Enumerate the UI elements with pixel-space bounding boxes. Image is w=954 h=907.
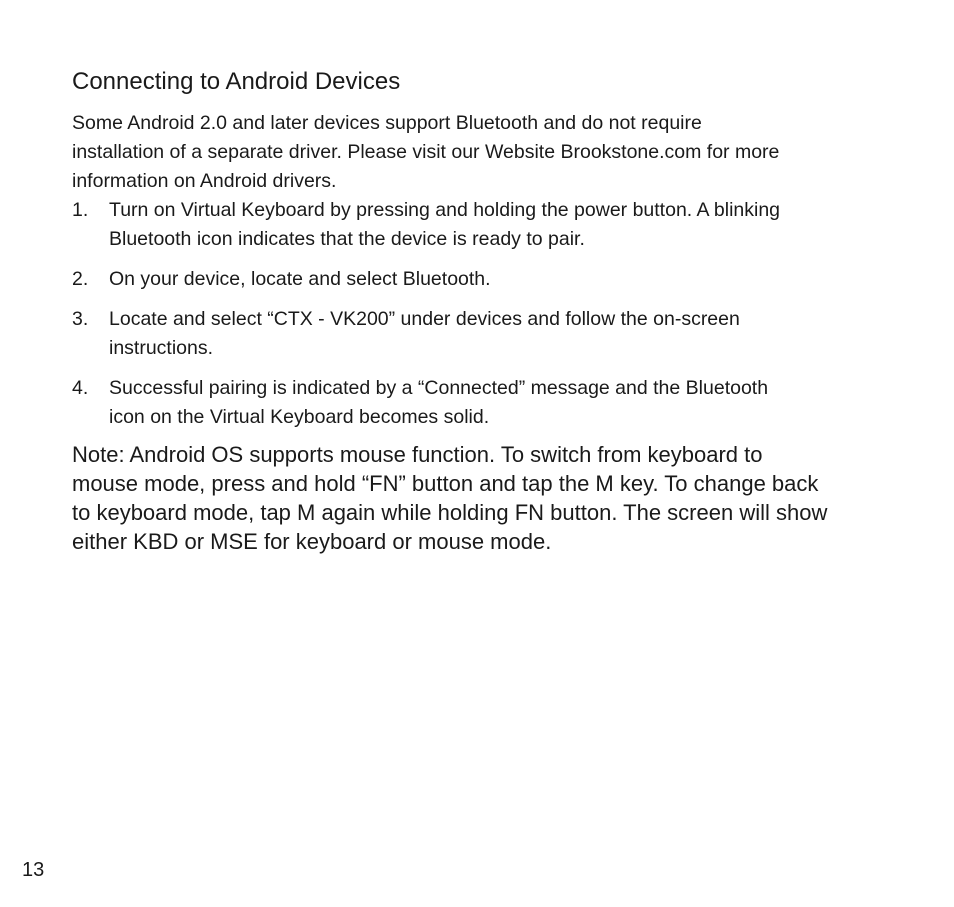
step-line: Turn on Virtual Keyboard by pressing and holding the power button. A blinking (109, 199, 781, 221)
intro-line: information on Android drivers. (72, 170, 337, 192)
step-text (109, 374, 892, 432)
intro-line: Some Android 2.0 and later devices support Bluetooth and do not require (72, 112, 702, 134)
intro-line: installation of a separate driver. Please visit our Website Brookstone.com for more (72, 141, 780, 163)
note-line: to keyboard mode, tap M again while holding FN button. The screen will show (72, 500, 828, 525)
step-number: 2. (72, 268, 89, 290)
step-number: 3. (72, 308, 89, 330)
step-text (109, 196, 892, 254)
step-line: On your device, locate and select Bluetooth. (109, 268, 491, 290)
intro-paragraph (72, 109, 892, 196)
step-line: instructions. (109, 337, 214, 359)
step-text (109, 305, 892, 363)
steps-list (72, 196, 892, 432)
step-item (72, 305, 892, 363)
page-number: 13 (22, 859, 45, 881)
section-heading: Connecting to Android Devices (72, 68, 401, 95)
note-line: Note: Android OS supports mouse function. To switch from keyboard to (72, 442, 763, 467)
note-paragraph (72, 440, 892, 556)
step-number: 1. (72, 199, 89, 221)
step-number: 4. (72, 377, 89, 399)
step-item (72, 374, 892, 432)
step-item (72, 265, 892, 294)
note-line: either KBD or MSE for keyboard or mouse mode. (72, 529, 552, 554)
step-line: Locate and select “CTX - VK200” under devices and follow the on-screen (109, 308, 740, 330)
step-line: Bluetooth icon indicates that the device is ready to pair. (109, 228, 585, 250)
step-line: icon on the Virtual Keyboard becomes solid. (109, 406, 490, 428)
step-text (109, 265, 892, 294)
step-line: Successful pairing is indicated by a “Connected” message and the Bluetooth (109, 377, 769, 399)
step-item (72, 196, 892, 254)
note-line: mouse mode, press and hold “FN” button and tap the M key. To change back (72, 471, 819, 496)
